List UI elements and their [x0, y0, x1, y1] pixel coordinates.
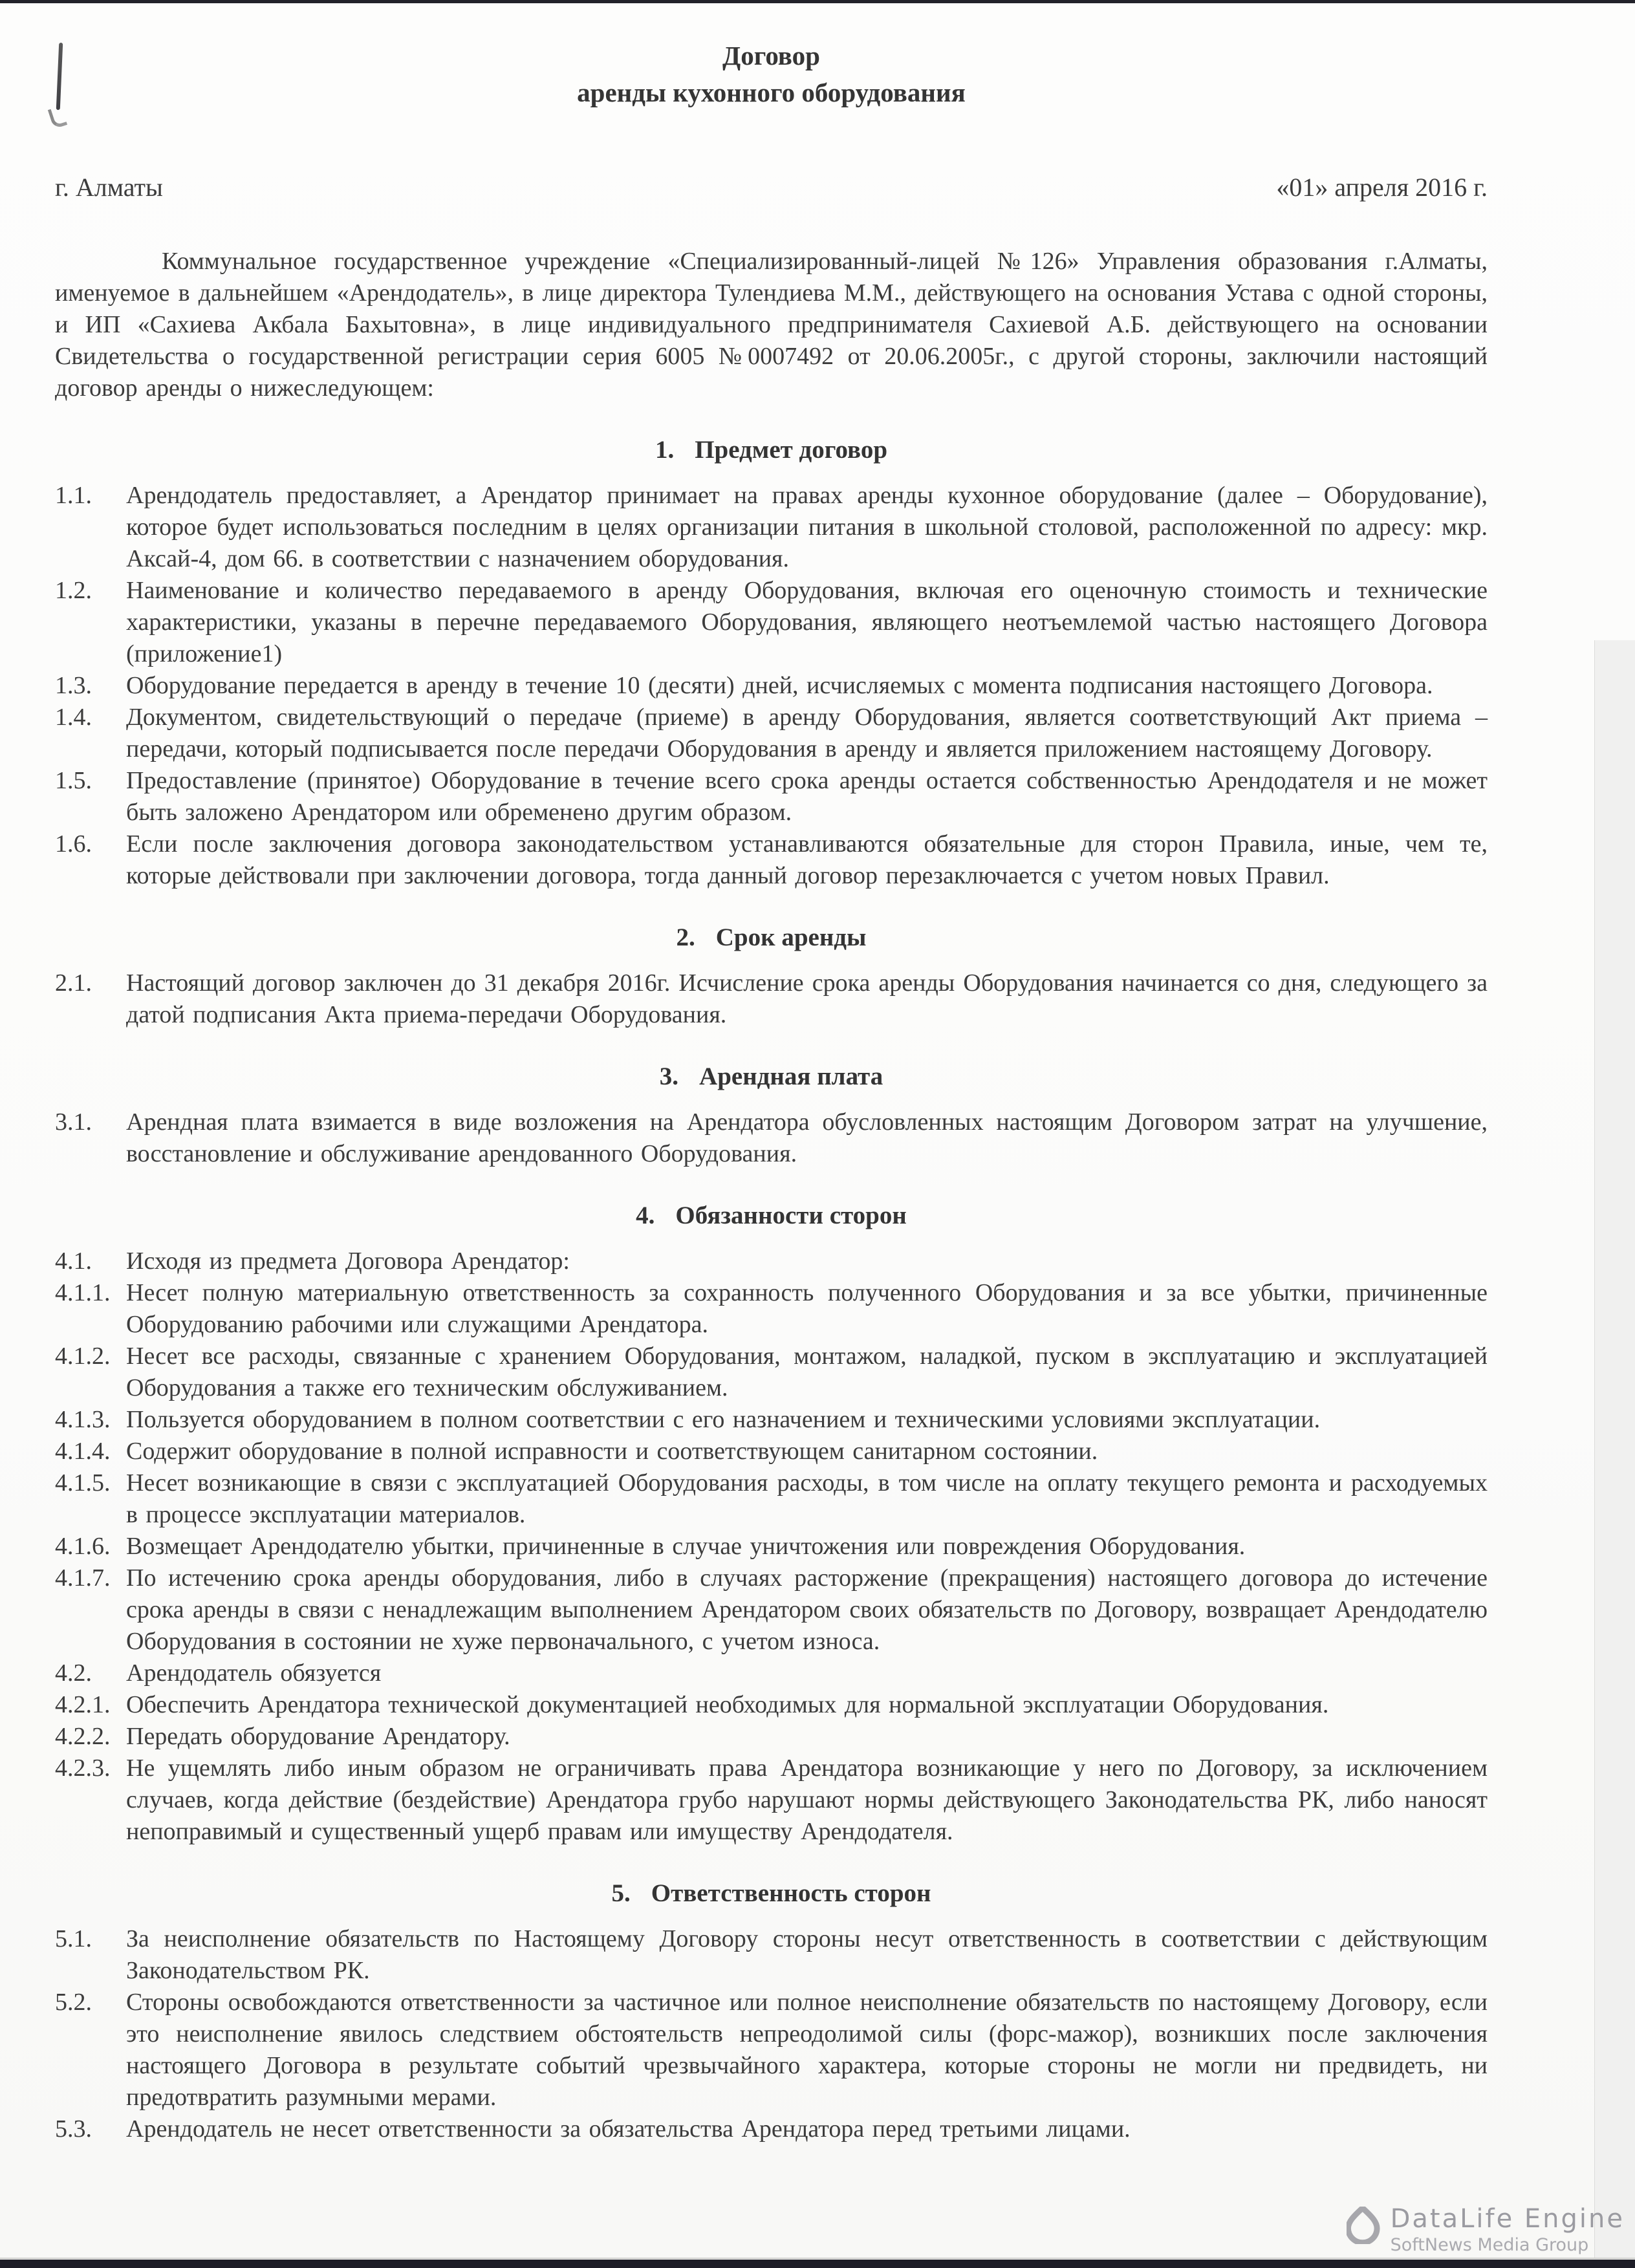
section-heading — [55, 1061, 1488, 1092]
clause-number: 5.3. — [55, 2115, 92, 2143]
clause-number: 4.1.1. — [55, 1279, 111, 1306]
clause — [55, 1107, 1488, 1170]
section-heading — [55, 434, 1488, 466]
clause-text: За неисполнение обязательств по Настоящему Договору стороны несут ответственность в соответствии с действующим Законодательством РК. — [126, 1925, 1488, 1984]
clause-text: Не ущемлять либо иным образом не ограничивать права Арендатора возникающие у него по Договору, за исключением случаев, когда действие (бездействие) Арендатора грубо нарушают нормы действующего Законодательства РК, либо наносят непоправимый и существенный ущерб правам или имуществу Арендодателя. — [126, 1755, 1488, 1845]
clause — [55, 1689, 1488, 1721]
clause-number: 4.1. — [55, 1247, 92, 1275]
clause — [55, 1562, 1488, 1658]
section-title: Обязанности сторон — [675, 1202, 907, 1229]
section-number: 1. — [655, 436, 675, 464]
clause-text: Несет возникающие в связи с эксплуатацией Оборудования расходы, в том числе на оплату текущего ремонта и расходуемых в процессе эксплуатации материалов. — [126, 1469, 1488, 1528]
clause-text: Арендная плата взимается в виде возложения на Арендатора обусловленных настоящим Договором затрат на улучшение, восстановление и обслуживание арендованного Оборудования. — [126, 1108, 1488, 1167]
clause-text: Стороны освобождаются ответственности за частичное или полное неисполнение обязательств по настоящему Договору, если это неисполнение явилось следствием обстоятельств непреодолимой силы (форс-мажор), возникших после заключения настоящего Договора в результате событий чрезвычайного характера, которые стороны не могли ни предвидеть, ни предотвратить разумными мерами. — [126, 1989, 1488, 2111]
clause-text: Документом, свидетельствующий о передаче (приеме) в аренду Оборудования, является соответствующий Акт приема – передачи, который подписывается после передачи Оборудования в аренду и является приложением настоящему Договору. — [126, 704, 1488, 762]
section-number: 4. — [636, 1202, 655, 1229]
clause-text: Арендодатель не несет ответственности за обязательства Арендатора перед третьими лицами. — [126, 2115, 1131, 2143]
clause — [55, 967, 1488, 1031]
clause-text: Арендодатель обязуется — [126, 1659, 382, 1687]
clause — [55, 670, 1488, 702]
clause-text: Несет все расходы, связанные с хранением Оборудования, монтажом, наладкой, пуском в эксплуатацию и эксплуатацией Оборудования а также его техническим обслуживанием. — [126, 1343, 1488, 1401]
document-title-line1: Договор — [722, 41, 820, 70]
section-heading — [55, 1877, 1488, 1909]
section-title: Арендная плата — [699, 1063, 883, 1090]
clause-number: 4.2. — [55, 1659, 92, 1687]
section-title: Предмет договор — [695, 436, 888, 464]
clause-number: 4.2.1. — [55, 1691, 111, 1718]
clause-number: 4.1.4. — [55, 1438, 111, 1465]
date-label: «01» апреля 2016 г. — [1276, 173, 1488, 202]
clause-number: 4.1.3. — [55, 1406, 111, 1433]
section-rent — [55, 1061, 1488, 1170]
clause-number: 4.2.2. — [55, 1723, 111, 1750]
clause — [55, 1404, 1488, 1436]
clause — [55, 1531, 1488, 1562]
section-number: 2. — [676, 923, 695, 951]
clause — [55, 1658, 1488, 1689]
clause — [55, 1923, 1488, 1987]
clause-text: Несет полную материальную ответственность за сохранность полученного Оборудования и за все убытки, причиненные Оборудованию рабочими или служащими Арендатора. — [126, 1279, 1488, 1338]
paper-bottom-edge — [0, 2258, 1635, 2259]
clause — [55, 1341, 1488, 1404]
clause-text: Арендодатель предоставляет, а Арендатор принимает на правах аренды кухонное оборудование (далее – Оборудование), которое будет использоваться последним в целях организации питания в школьной столовой, расположенной по адресу: мкр. Аксай-4, дом 66. в соответствии с назначением оборудования. — [126, 482, 1488, 572]
document-title-line2: аренды кухонного оборудования — [577, 78, 966, 107]
clause-text: Настоящий договор заключен до 31 декабря 2016г. Исчисление срока аренды Оборудования начинается со дня, следующего за датой подписания Акта приема-передачи Оборудования. — [126, 969, 1488, 1028]
clause-number: 5.2. — [55, 1989, 92, 2016]
clause-text: Если после заключения договора законодательством устанавливаются обязательные для сторон Правила, иные, чем те, которые действовали при заключении договора, тогда данный договор перезаключается с учетом новых Правил. — [126, 830, 1488, 889]
clause — [55, 1277, 1488, 1341]
clause-text: Предоставление (принятое) Оборудование в течение всего срока аренды остается собственностью Арендодателя и не может быть заложено Арендатором или обременено другим образом. — [126, 767, 1488, 826]
section-heading — [55, 1200, 1488, 1231]
datalife-engine-watermark — [1347, 2204, 1625, 2255]
clause — [55, 1246, 1488, 1277]
clause-text: Обеспечить Арендатора технической документацией необходимых для нормальной эксплуатации Оборудования. — [126, 1691, 1329, 1718]
clause — [55, 575, 1488, 670]
watermark-name: DataLife Engine — [1390, 2204, 1625, 2234]
section-title: Ответственность сторон — [651, 1879, 931, 1907]
clause — [55, 1753, 1488, 1848]
section-subject — [55, 434, 1488, 892]
clause — [55, 1721, 1488, 1753]
preamble-paragraph: Коммунальное государственное учреждение «Специализированный-лицей №126» Управления образования г.Алматы, именуемое в дальнейшем «Арендодатель», в лице директора Тулендиева М.М., действующего на основания Устава с одной стороны, и ИП «Сахиева Акбала Бахытовна», в лице индивидуального предпринимателя Сахиевой А.Б. действующего на основании Свидетельства о государственной регистрации серия 6005 №0007492 от 20.06.2005г., с другой стороны, заключили настоящий договор аренды о нижеследующем: — [55, 248, 1488, 402]
clause — [55, 828, 1488, 892]
clause-text: Возмещает Арендодателю убытки, причиненные в случае уничтожения или повреждения Оборудования. — [126, 1533, 1246, 1560]
clause-number: 4.2.3. — [55, 1755, 111, 1782]
section-title: Срок аренды — [715, 923, 867, 951]
clause-number: 1.4. — [55, 704, 92, 731]
clause-text: Исходя из предмета Договора Арендатор: — [126, 1247, 570, 1275]
clause-number: 4.1.7. — [55, 1564, 111, 1592]
clause — [55, 2113, 1488, 2145]
datalife-engine-logo-icon — [1347, 2207, 1381, 2244]
clause-number: 1.3. — [55, 672, 92, 699]
clause — [55, 1467, 1488, 1531]
clause-number: 2.1. — [55, 969, 92, 997]
section-liability — [55, 1877, 1488, 2145]
clause — [55, 1436, 1488, 1467]
clause-number: 4.1.6. — [55, 1533, 111, 1560]
clause-number: 1.1. — [55, 482, 92, 509]
scanner-bottom-edge — [0, 2260, 1635, 2268]
clause-text: Оборудование передается в аренду в течение 10 (десяти) дней, исчисляемых с момента подписания настоящего Договора. — [126, 672, 1433, 699]
clause-text: Содержит оборудование в полной исправности и соответствующем санитарном состоянии. — [126, 1438, 1098, 1465]
section-number: 5. — [611, 1879, 631, 1907]
clause — [55, 702, 1488, 765]
clause — [55, 765, 1488, 828]
watermark-subtitle: SoftNews Media Group — [1390, 2235, 1589, 2255]
section-term — [55, 922, 1488, 1031]
clause-number: 5.1. — [55, 1925, 92, 1952]
clause-number: 4.1.5. — [55, 1469, 111, 1496]
section-heading — [55, 922, 1488, 953]
clause-number: 3.1. — [55, 1108, 92, 1136]
clause-number: 1.6. — [55, 830, 92, 858]
section-obligations — [55, 1200, 1488, 1848]
city-date-row — [55, 172, 1488, 203]
clause-text: Наименование и количество передаваемого в аренду Оборудования, включая его оценочную стоимость и технические характеристики, указаны в перечне передаваемого Оборудования, являющего неотъемлемой частью настоящего Договора (приложение1) — [126, 577, 1488, 667]
clause — [55, 480, 1488, 575]
clause-number: 4.1.2. — [55, 1343, 111, 1370]
clause — [55, 1987, 1488, 2113]
watermark-text — [1391, 2204, 1625, 2255]
clause-text: Передать оборудование Арендатору. — [126, 1723, 510, 1750]
clause-text: По истечению срока аренды оборудования, либо в случаях расторжение (прекращения) настоящего договора до истечение срока аренды в связи с ненадлежащим выполнением Арендатором своих обязательств по Договору, возвращает Арендодателю Оборудования в состоянии не хуже первоначального, с учетом износа. — [126, 1564, 1488, 1655]
clause-number: 1.5. — [55, 767, 92, 794]
document-title — [55, 38, 1488, 111]
city-label: г. Алматы — [55, 173, 163, 202]
section-number: 3. — [659, 1063, 679, 1090]
clause-number: 1.2. — [55, 577, 92, 604]
clause-text: Пользуется оборудованием в полном соответствии с его назначением и техническими условиями эксплуатации. — [126, 1406, 1321, 1433]
